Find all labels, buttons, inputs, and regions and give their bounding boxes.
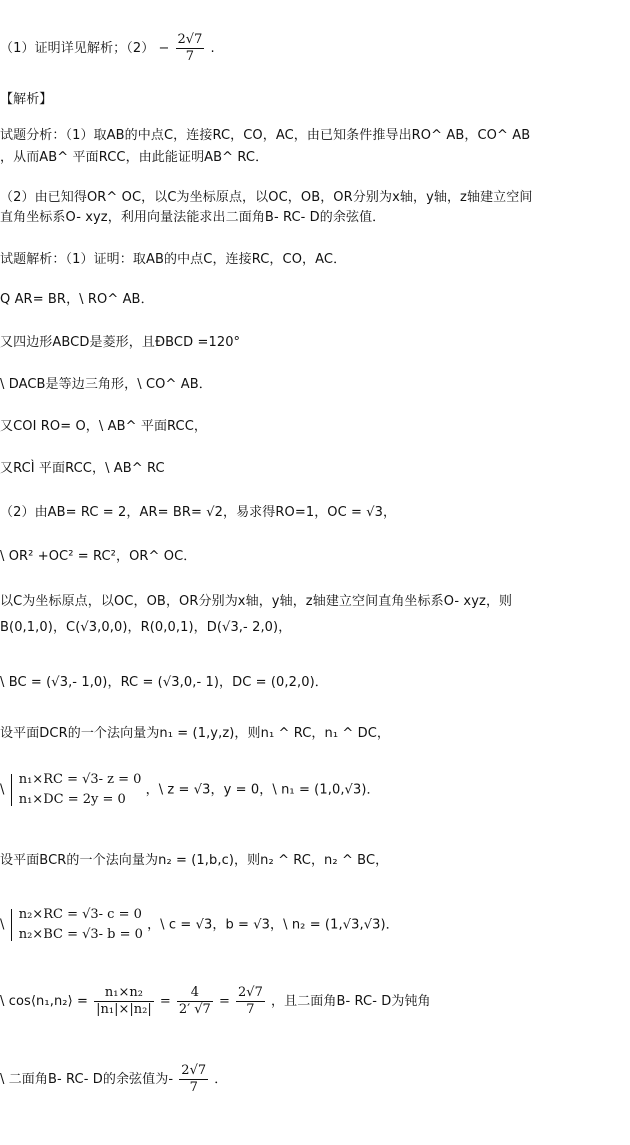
solution-line-2: Q AR= BR，\ RO^ AB． — [0, 292, 154, 307]
cosine-fraction-1-numerator: n₁×n₂ — [94, 985, 154, 1002]
cosine-tail: ，且二面角B- RC- D为钝角 — [271, 994, 431, 1009]
equals-sign: = — [159, 994, 171, 1009]
system-2-row-2: n₂×BC = √3- b = 0 — [18, 927, 143, 942]
cosine-fraction-3-numerator: 2√7 — [238, 985, 263, 1000]
cosine-fraction-2-denominator: 2′ √7 — [178, 1002, 211, 1017]
solution-line-9: 以C为坐标原点，以OC，OB，OR分别为x轴，y轴，z轴建立空间直角坐标系O- xyz，则 — [0, 594, 513, 609]
solution-line-3: 又四边形ABCD是菱形，且ÐBCD =120° — [0, 335, 241, 350]
system-1-row-1: n₁×RC = √3- z = 0 — [18, 772, 142, 787]
system-2-tail: ，\ c = √3，b = √3，\ n₂ = (1,√3,√3)． — [147, 917, 399, 933]
system-1-tail: ，\ z = √3，y = 0，\ n₁ = (1,0,√3)． — [145, 782, 380, 798]
solution-line-12: 设平面DCR的一个法向量为n₁ = (1,y,z)，则n₁ ^ RC，n₁ ^ DC， — [0, 726, 390, 741]
cosine-fraction-1-denominator: |n₁|×|n₂| — [96, 1002, 152, 1017]
analysis-line-2: ，从而AB^ 平面RCC，由此能证明AB^ RC． — [0, 150, 269, 165]
system-1-row-2: n₁×DC = 2y = 0 — [18, 792, 126, 807]
solution-line-10: B(0,1,0)，C(√3,0,0)，R(0,0,1)，D(√3,- 2,0)， — [0, 620, 292, 635]
answer-part1: （1）证明详见解析；（2） — [0, 41, 155, 56]
analysis-line-3: （2）由已知得OR^ OC，以C为坐标原点，以OC，OB，OR分别为x轴，y轴，z轴建立空间 — [0, 190, 533, 205]
final-answer-line — [0, 1063, 630, 1096]
cosine-fraction-2 — [177, 985, 213, 1018]
cosine-line — [0, 985, 630, 1018]
final-answer-end: ． — [214, 1072, 228, 1087]
answer-fraction-numerator: 2√7 — [177, 32, 203, 47]
equation-system-2 — [0, 905, 630, 945]
solution-line-1: 试题解析：（1）证明：取AB的中点C，连接RC，CO，AC． — [0, 252, 347, 267]
therefore-symbol: \ — [0, 782, 9, 798]
answer-end: . — [210, 41, 215, 56]
solution-line-4: \ DACB是等边三角形，\ CO^ AB． — [0, 377, 212, 392]
section-heading: 【解析】 — [0, 92, 53, 107]
system-2-row-1: n₂×RC = √3- c = 0 — [18, 907, 142, 922]
cosine-fraction-2-numerator: 4 — [177, 985, 213, 1002]
solution-line-14: 设平面BCR的一个法向量为n₂ = (1,b,c)，则n₂ ^ RC，n₂ ^ BC， — [0, 853, 389, 868]
system-brace-1 — [9, 770, 142, 810]
cosine-fraction-3 — [236, 985, 265, 1018]
cosine-head: \ cos⟨n₁,n₂⟩ = — [0, 994, 88, 1009]
final-answer-denominator: 7 — [189, 1080, 198, 1095]
system-brace-2 — [9, 905, 143, 945]
answer-line — [0, 32, 630, 65]
analysis-line-1: 试题分析：（1）取AB的中点C，连接RC，CO，AC，由已知条件推导出RO^ AB，CO^ AB — [0, 128, 531, 143]
solution-line-5: 又COI RO= O，\ AB^ 平面RCC， — [0, 419, 207, 434]
cosine-fraction-1 — [94, 985, 154, 1018]
solution-line-6: 又RCÌ 平面RCC，\ AB^ RC — [0, 461, 165, 476]
final-answer-fraction — [179, 1063, 208, 1096]
answer-negative-sign: − — [158, 41, 170, 56]
equation-system-1 — [0, 770, 630, 810]
final-answer-numerator: 2√7 — [181, 1063, 207, 1078]
cosine-fraction-3-denominator: 7 — [246, 1002, 255, 1017]
equals-sign: = — [218, 994, 230, 1009]
answer-fraction-denominator: 7 — [185, 49, 195, 64]
answer-fraction — [176, 32, 205, 65]
solution-line-11: \ BC = (√3,- 1,0)，RC = (√3,0,- 1)，DC = (0,2,0)． — [0, 675, 328, 690]
solution-line-7: （2）由AB= RC = 2，AR= BR= √2，易求得RO=1，OC = √3， — [0, 505, 397, 520]
analysis-line-4: 直角坐标系O- xyz，利用向量法能求出二面角B- RC- D的余弦值． — [0, 210, 386, 225]
therefore-symbol: \ — [0, 917, 9, 933]
final-answer-head: \ 二面角B- RC- D的余弦值为- — [0, 1072, 174, 1087]
solution-line-8: \ OR² +OC² = RC²，OR^ OC． — [0, 549, 197, 564]
